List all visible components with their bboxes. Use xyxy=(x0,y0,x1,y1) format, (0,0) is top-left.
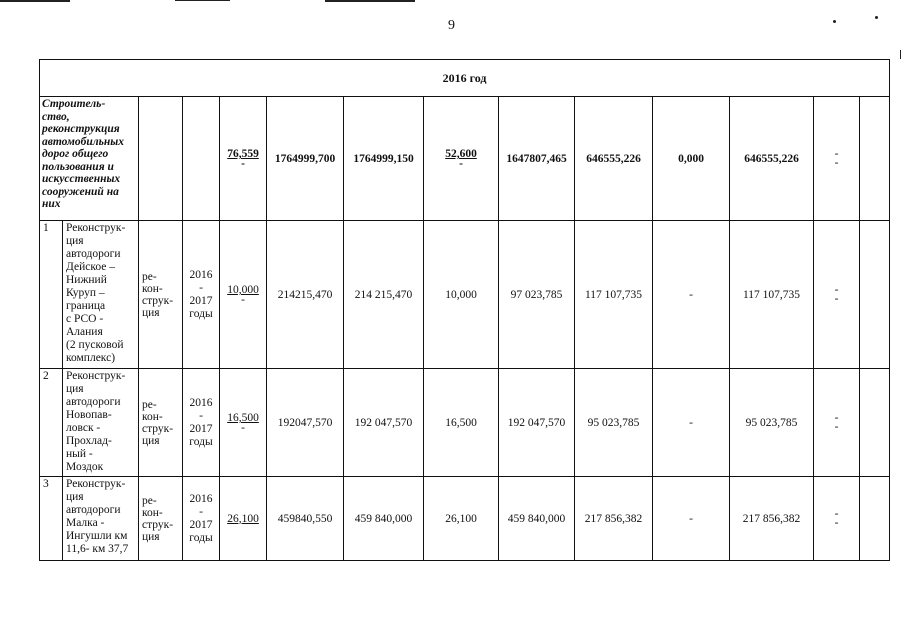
row-last-column: - - xyxy=(814,221,860,369)
row-period: 2016 - 2017 годы xyxy=(183,369,220,477)
empty-cell xyxy=(860,369,890,477)
row-estimated-cost: 192047,570 xyxy=(267,369,344,477)
empty-cell xyxy=(860,221,890,369)
summary-federal: 646555,226 xyxy=(575,97,653,221)
row-funds-total: 192 047,570 xyxy=(499,369,575,477)
row-estimated-cost: 459840,550 xyxy=(267,477,344,561)
empty-cell xyxy=(183,97,220,221)
empty-cell xyxy=(139,97,183,221)
row-last-column: - - xyxy=(814,477,860,561)
row-total-cost: 459 840,000 xyxy=(344,477,424,561)
row-funds-total: 97 023,785 xyxy=(499,221,575,369)
row-total-cost: 214 215,470 xyxy=(344,221,424,369)
row-length-km: 10,000 - xyxy=(220,221,267,369)
empty-cell xyxy=(860,97,890,221)
row-index: 2 xyxy=(40,369,63,477)
table-row xyxy=(40,369,890,477)
table-row xyxy=(40,477,890,561)
row-total-cost: 192 047,570 xyxy=(344,369,424,477)
row-name: Реконструк- ция автодороги Новопав- ловск - Прохлад- ный - Моздок xyxy=(63,369,139,477)
row-funds-total: 459 840,000 xyxy=(499,477,575,561)
summary-length-km: 76,559 - xyxy=(220,97,267,221)
row-regional: - xyxy=(653,477,730,561)
row-index: 1 xyxy=(40,221,63,369)
row-length-done: 16,500 xyxy=(424,369,499,477)
row-regional: - xyxy=(653,369,730,477)
summary-label: Строитель- ство, реконструкция автомобильных дорог общего пользования и искусственных сооружений на них xyxy=(40,97,139,221)
row-work-type: ре- кон- струк- ция xyxy=(139,477,183,561)
scan-mark-right xyxy=(900,50,901,59)
row-federal: 217 856,382 xyxy=(575,477,653,561)
row-last-column: - - xyxy=(814,369,860,477)
row-work-type: ре- кон- струк- ция xyxy=(139,221,183,369)
summary-last-column: - - xyxy=(814,97,860,221)
page-number: 9 xyxy=(448,18,455,33)
summary-amount: 646555,226 xyxy=(730,97,814,221)
summary-regional: 0,000 xyxy=(653,97,730,221)
row-index: 3 xyxy=(40,477,63,561)
empty-cell xyxy=(860,477,890,561)
row-federal: 117 107,735 xyxy=(575,221,653,369)
summary-estimated-cost: 1764999,700 xyxy=(267,97,344,221)
scan-dot xyxy=(833,20,836,23)
row-regional: - xyxy=(653,221,730,369)
row-amount: 95 023,785 xyxy=(730,369,814,477)
summary-row xyxy=(40,97,890,221)
row-length-km: 16,500 - xyxy=(220,369,267,477)
scan-mark-top-left xyxy=(0,0,70,2)
row-estimated-cost: 214215,470 xyxy=(267,221,344,369)
year-header-row xyxy=(40,60,890,97)
budget-table xyxy=(39,59,890,561)
table-row xyxy=(40,221,890,369)
row-amount: 217 856,382 xyxy=(730,477,814,561)
row-amount: 117 107,735 xyxy=(730,221,814,369)
row-federal: 95 023,785 xyxy=(575,369,653,477)
scan-dot xyxy=(875,16,878,19)
row-length-done: 10,000 xyxy=(424,221,499,369)
row-name: Реконструк- ция автодороги Малка - Ингушли км 11,6- км 37,7 xyxy=(63,477,139,561)
scan-mark-top-center xyxy=(175,0,230,1)
row-work-type: ре- кон- струк- ция xyxy=(139,369,183,477)
row-period: 2016 - 2017 годы xyxy=(183,221,220,369)
row-length-done: 26,100 xyxy=(424,477,499,561)
row-period: 2016 - 2017 годы xyxy=(183,477,220,561)
summary-total-cost: 1764999,150 xyxy=(344,97,424,221)
scan-mark-top-right xyxy=(325,0,415,2)
summary-length-done: 52,600 - xyxy=(424,97,499,221)
summary-funds-total: 1647807,465 xyxy=(499,97,575,221)
year-header: 2016 год xyxy=(40,60,890,97)
row-length-km: 26,100 xyxy=(220,477,267,561)
row-name: Реконструк- ция автодороги Дейское – Нижний Куруп – граница с РСО - Алания (2 пусковой комплекс) xyxy=(63,221,139,369)
